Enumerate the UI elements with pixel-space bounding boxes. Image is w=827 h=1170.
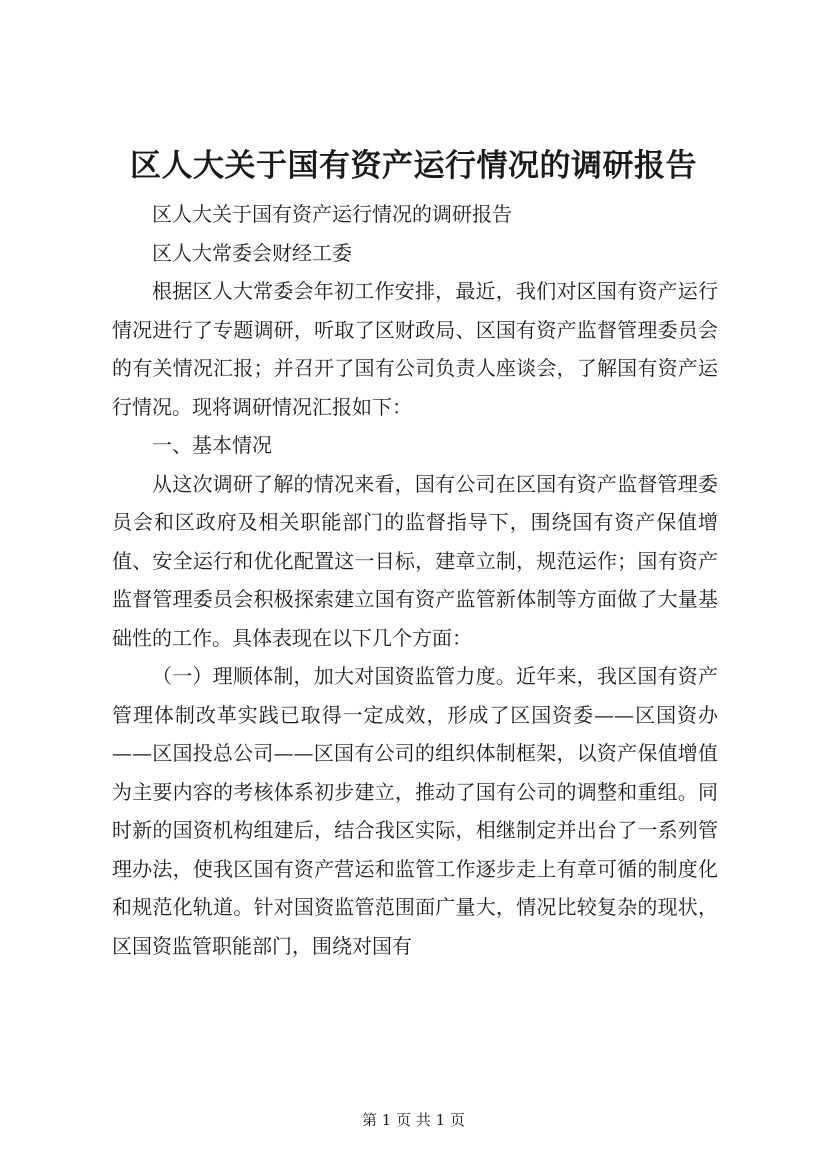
body-paragraph-intro: 根据区人大常委会年初工作安排，最近，我们对区国有资产运行情况进行了专题调研，听取了区财政局、区国有资产监督管理委员会的有关情况汇报；并召开了国有公司负责人座谈会，了解国有资产运行情况。现将调研情况汇报如下： <box>112 279 718 419</box>
document-title: 区人大关于国有资产运行情况的调研报告 <box>130 148 697 184</box>
section-heading-basic: 一、基本情况 <box>152 433 272 457</box>
page-number-footer: 第 1 页 共 1 页 <box>362 1111 465 1129</box>
body-paragraph-overview: 从这次调研了解的情况来看，国有公司在区国有资产监督管理委员会和区政府及相关职能部门的监督指导下，围绕国有资产保值增值、安全运行和优化配置这一目标，建章立制，规范运作；国有资产监督管理委员会积极探索建立国有资产监管新体制等方面做了大量基础性的工作。具体表现在以下几个方面： <box>112 471 718 650</box>
document-body <box>112 195 718 965</box>
body-paragraph-subtitle: 区人大关于国有资产运行情况的调研报告 <box>152 202 512 226</box>
body-paragraph-item-1: （一）理顺体制，加大对国资监管力度。近年来，我区国有资产管理体制改革实践已取得一定成效，形成了区国资委——区国资办——区国投总公司——区国有公司的组织体制框架，以资产保值增值为主要内容的考核体系初步建立，推动了国有公司的调整和重组。同时新的国资机构组建后，结合我区实际，相继制定并出台了一系列管理办法，使我区国有资产营运和监管工作逐步走上有章可循的制度化和规范化轨道。针对国资监管范围面广量大，情况比较复杂的现状，区国资监管职能部门，围绕对国有 <box>112 664 718 958</box>
body-paragraph-author: 区人大常委会财经工委 <box>152 240 352 265</box>
